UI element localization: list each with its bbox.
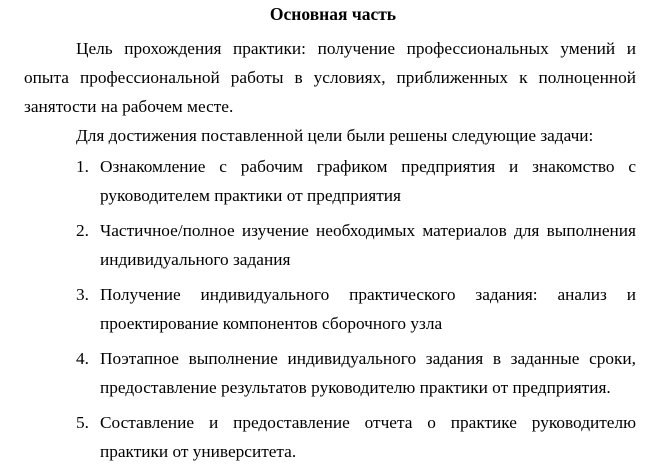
list-item	[0, 344, 666, 408]
list-item-text: Ознакомление с рабочим графиком предприятия и знакомство с руководителем практики от предприятия	[100, 157, 636, 205]
list-item	[0, 152, 666, 216]
list-item-number: 1.	[76, 157, 89, 176]
list-item-number: 3.	[76, 285, 89, 304]
list-item-text: Получение индивидуального практического задания: анализ и проектирование компонентов сборочного узла	[100, 285, 636, 333]
list-item-text: Частичное/полное изучение необходимых материалов для выполнения индивидуального задания	[100, 221, 636, 269]
list-item	[0, 408, 666, 472]
lead-paragraph: Для достижения поставленной цели были решены следующие задачи:	[76, 126, 594, 145]
list-item	[0, 216, 666, 280]
list-item-text: Поэтапное выполнение индивидуального задания в заданные сроки, предоставление результатов руководителю практики от предприятия.	[100, 349, 636, 397]
list-item-text: Составление и предоставление отчета о практике руководителю практики от университета.	[100, 413, 636, 461]
list-item-number: 2.	[76, 221, 89, 240]
section-heading: Основная часть	[269, 4, 397, 24]
intro-paragraph: Цель прохождения практики: получение профессиональных умений и опыта профессиональной работы в условиях, приближенных к полноценной занятости на рабочем месте.	[24, 39, 636, 116]
list-item-number: 4.	[76, 349, 89, 368]
list-item-number: 5.	[76, 413, 89, 432]
task-list	[0, 152, 666, 472]
list-item	[0, 280, 666, 344]
